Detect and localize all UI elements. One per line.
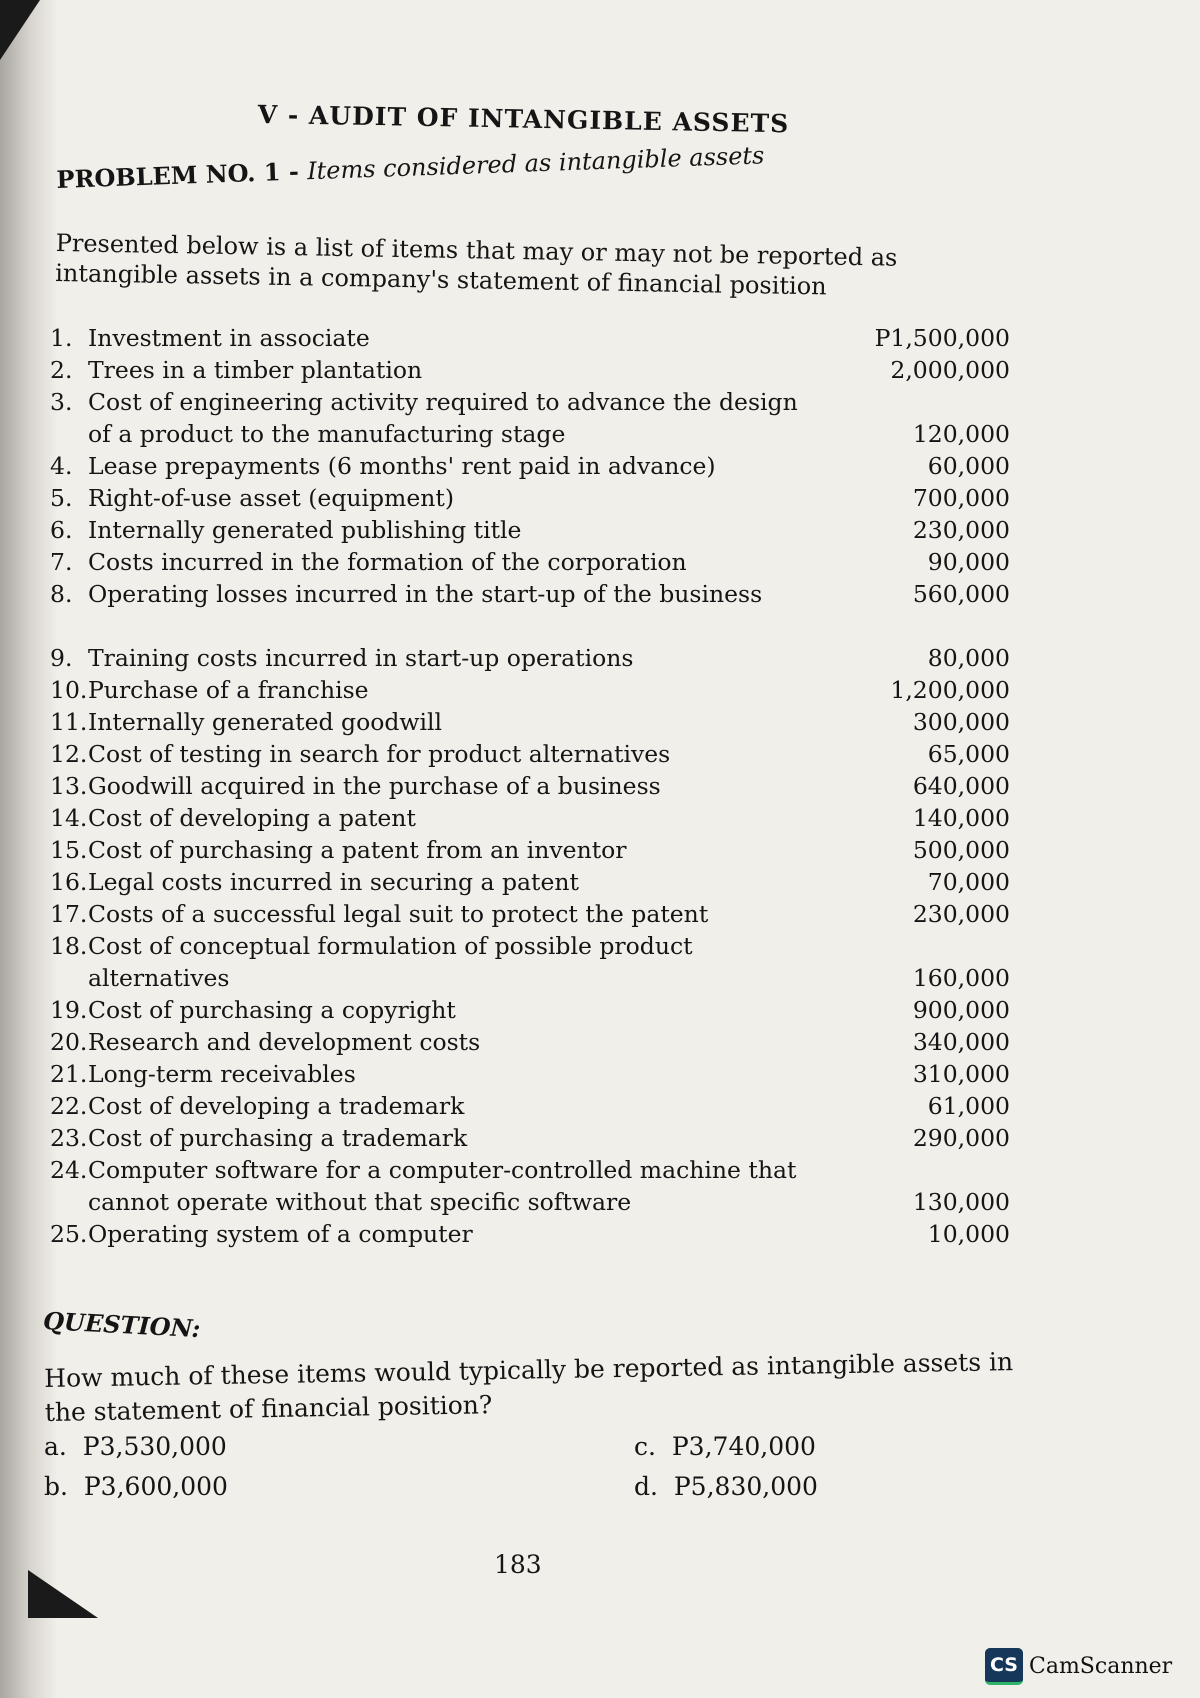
item-amount: 60,000	[927, 452, 1010, 480]
list-item	[50, 770, 1010, 802]
item-number: 5.	[50, 484, 73, 512]
item-amount: 1,200,000	[890, 676, 1010, 704]
list-item	[50, 1122, 1010, 1154]
item-description: Right-of-use asset (equipment)	[88, 484, 454, 512]
list-item	[50, 322, 1010, 354]
item-amount: 640,000	[912, 772, 1010, 800]
scan-corner-bottom	[28, 1570, 98, 1618]
chapter-title: V - AUDIT OF INTANGIBLE ASSETS	[257, 100, 790, 139]
item-number: 17.	[50, 900, 88, 928]
list-item	[50, 1026, 1010, 1058]
item-number: 14.	[50, 804, 88, 832]
camscanner-watermark	[985, 1648, 1172, 1685]
list-item	[50, 578, 1010, 642]
item-number: 2.	[50, 356, 73, 384]
camscanner-label: CamScanner	[1029, 1654, 1173, 1679]
item-number: 10.	[50, 676, 88, 704]
item-number: 4.	[50, 452, 73, 480]
item-description: Cost of developing a trademark	[88, 1092, 465, 1120]
item-number: 15.	[50, 836, 88, 864]
item-amount: 900,000	[912, 996, 1010, 1024]
list-item	[50, 1058, 1010, 1090]
item-amount: 10,000	[927, 1220, 1010, 1248]
item-number: 13.	[50, 772, 88, 800]
item-amount: 130,000	[912, 1188, 1010, 1216]
item-description: Operating system of a computer	[88, 1220, 473, 1248]
intro-paragraph: Presented below is a list of items that may or may not be reported as intangible assets in a company's statement of financial position	[54, 228, 898, 301]
list-item	[50, 930, 1010, 994]
item-description: Costs of a successful legal suit to protect the patent	[88, 900, 709, 928]
item-number: 6.	[50, 516, 73, 544]
list-item	[50, 482, 1010, 514]
choice-b[interactable]	[44, 1472, 228, 1501]
item-amount: 230,000	[912, 516, 1010, 544]
item-description: Operating losses incurred in the start-up of the business	[88, 580, 763, 608]
list-item	[50, 802, 1010, 834]
item-number: 9.	[50, 644, 73, 672]
item-number: 8.	[50, 580, 73, 608]
choice-c[interactable]	[634, 1432, 816, 1461]
item-description: Cost of developing a patent	[88, 804, 416, 832]
item-description: Trees in a timber plantation	[88, 356, 423, 384]
item-amount: 70,000	[927, 868, 1010, 896]
item-number: 1.	[50, 324, 73, 352]
choice-letter: c.	[634, 1432, 656, 1461]
item-description: Legal costs incurred in securing a patent	[88, 868, 579, 896]
list-item	[50, 738, 1010, 770]
choice-letter: a.	[44, 1432, 67, 1461]
problem-label: PROBLEM NO. 1 -	[56, 156, 308, 194]
list-item	[50, 1218, 1010, 1250]
item-description: Cost of purchasing a copyright	[88, 996, 456, 1024]
page-number: 183	[494, 1550, 542, 1579]
item-number: 11.	[50, 708, 88, 736]
item-amount: 340,000	[912, 1028, 1010, 1056]
item-description: Research and development costs	[88, 1028, 481, 1056]
item-amount: 2,000,000	[890, 356, 1010, 384]
list-item	[50, 514, 1010, 546]
item-number: 19.	[50, 996, 88, 1024]
list-item	[50, 866, 1010, 898]
item-description: Internally generated publishing title	[88, 516, 522, 544]
choice-letter: b.	[44, 1472, 68, 1501]
item-description: Cost of purchasing a patent from an inventor	[88, 836, 627, 864]
item-number: 20.	[50, 1028, 88, 1056]
answer-choices	[44, 1432, 944, 1522]
item-description: Internally generated goodwill	[88, 708, 443, 736]
choice-letter: d.	[634, 1472, 658, 1501]
question-heading: QUESTION:	[42, 1306, 202, 1344]
item-amount: 300,000	[912, 708, 1010, 736]
item-description: Goodwill acquired in the purchase of a business	[88, 772, 661, 800]
item-description: Investment in associate	[88, 324, 370, 352]
list-item	[50, 898, 1010, 930]
list-item	[50, 386, 1010, 450]
item-number: 24.	[50, 1156, 88, 1184]
item-description: Costs incurred in the formation of the corporation	[88, 548, 687, 576]
list-item	[50, 674, 1010, 706]
item-amount: 290,000	[912, 1124, 1010, 1152]
item-amount: 310,000	[912, 1060, 1010, 1088]
item-description: Cost of purchasing a trademark	[88, 1124, 468, 1152]
list-item	[50, 834, 1010, 866]
item-number: 7.	[50, 548, 73, 576]
item-number: 23.	[50, 1124, 88, 1152]
list-item	[50, 1154, 1010, 1218]
item-number: 12.	[50, 740, 88, 768]
item-amount: 560,000	[912, 580, 1010, 608]
choice-d[interactable]	[634, 1472, 818, 1501]
problem-subtitle: Items considered as intangible assets	[306, 141, 765, 186]
list-item	[50, 642, 1010, 674]
item-amount: 140,000	[912, 804, 1010, 832]
item-number: 16.	[50, 868, 88, 896]
list-item	[50, 354, 1010, 386]
item-amount: 61,000	[927, 1092, 1010, 1120]
problem-heading	[56, 140, 765, 194]
item-number: 18.	[50, 932, 88, 960]
item-amount: 65,000	[927, 740, 1010, 768]
list-item	[50, 706, 1010, 738]
item-description: Purchase of a franchise	[88, 676, 369, 704]
item-description: Training costs incurred in start-up operations	[88, 644, 634, 672]
item-amount: 90,000	[927, 548, 1010, 576]
item-number: 25.	[50, 1220, 88, 1248]
question-text: How much of these items would typically be reported as intangible assets in the statement of financial position?	[44, 1347, 1014, 1427]
choice-value: P3,740,000	[671, 1432, 816, 1461]
choice-value: P5,830,000	[673, 1472, 818, 1501]
list-item	[50, 450, 1010, 482]
item-number: 22.	[50, 1092, 88, 1120]
item-amount: 160,000	[912, 964, 1010, 992]
choice-value: P3,600,000	[83, 1472, 228, 1501]
item-description: Cost of conceptual formulation of possible product alternatives	[88, 932, 693, 992]
list-item	[50, 546, 1010, 578]
choice-a[interactable]	[44, 1432, 227, 1461]
item-description: Lease prepayments (6 months' rent paid in advance)	[88, 452, 716, 480]
list-item	[50, 994, 1010, 1026]
item-amount: P1,500,000	[874, 324, 1010, 352]
scan-corner-top	[0, 0, 40, 60]
item-number: 3.	[50, 388, 73, 416]
item-amount: 500,000	[912, 836, 1010, 864]
item-amount: 230,000	[912, 900, 1010, 928]
item-description: Computer software for a computer-controlled machine that cannot operate without that specific software	[88, 1156, 797, 1216]
items-list	[50, 322, 1010, 1250]
item-number: 21.	[50, 1060, 88, 1088]
item-amount: 120,000	[912, 420, 1010, 448]
item-description: Cost of testing in search for product alternatives	[88, 740, 671, 768]
camscanner-logo-icon: CS	[985, 1648, 1023, 1685]
list-item	[50, 1090, 1010, 1122]
item-amount: 80,000	[927, 644, 1010, 672]
item-amount: 700,000	[912, 484, 1010, 512]
item-description: Cost of engineering activity required to advance the design of a product to the manufacturing stage	[88, 388, 798, 448]
item-description: Long-term receivables	[88, 1060, 356, 1088]
choice-value: P3,530,000	[82, 1432, 227, 1461]
